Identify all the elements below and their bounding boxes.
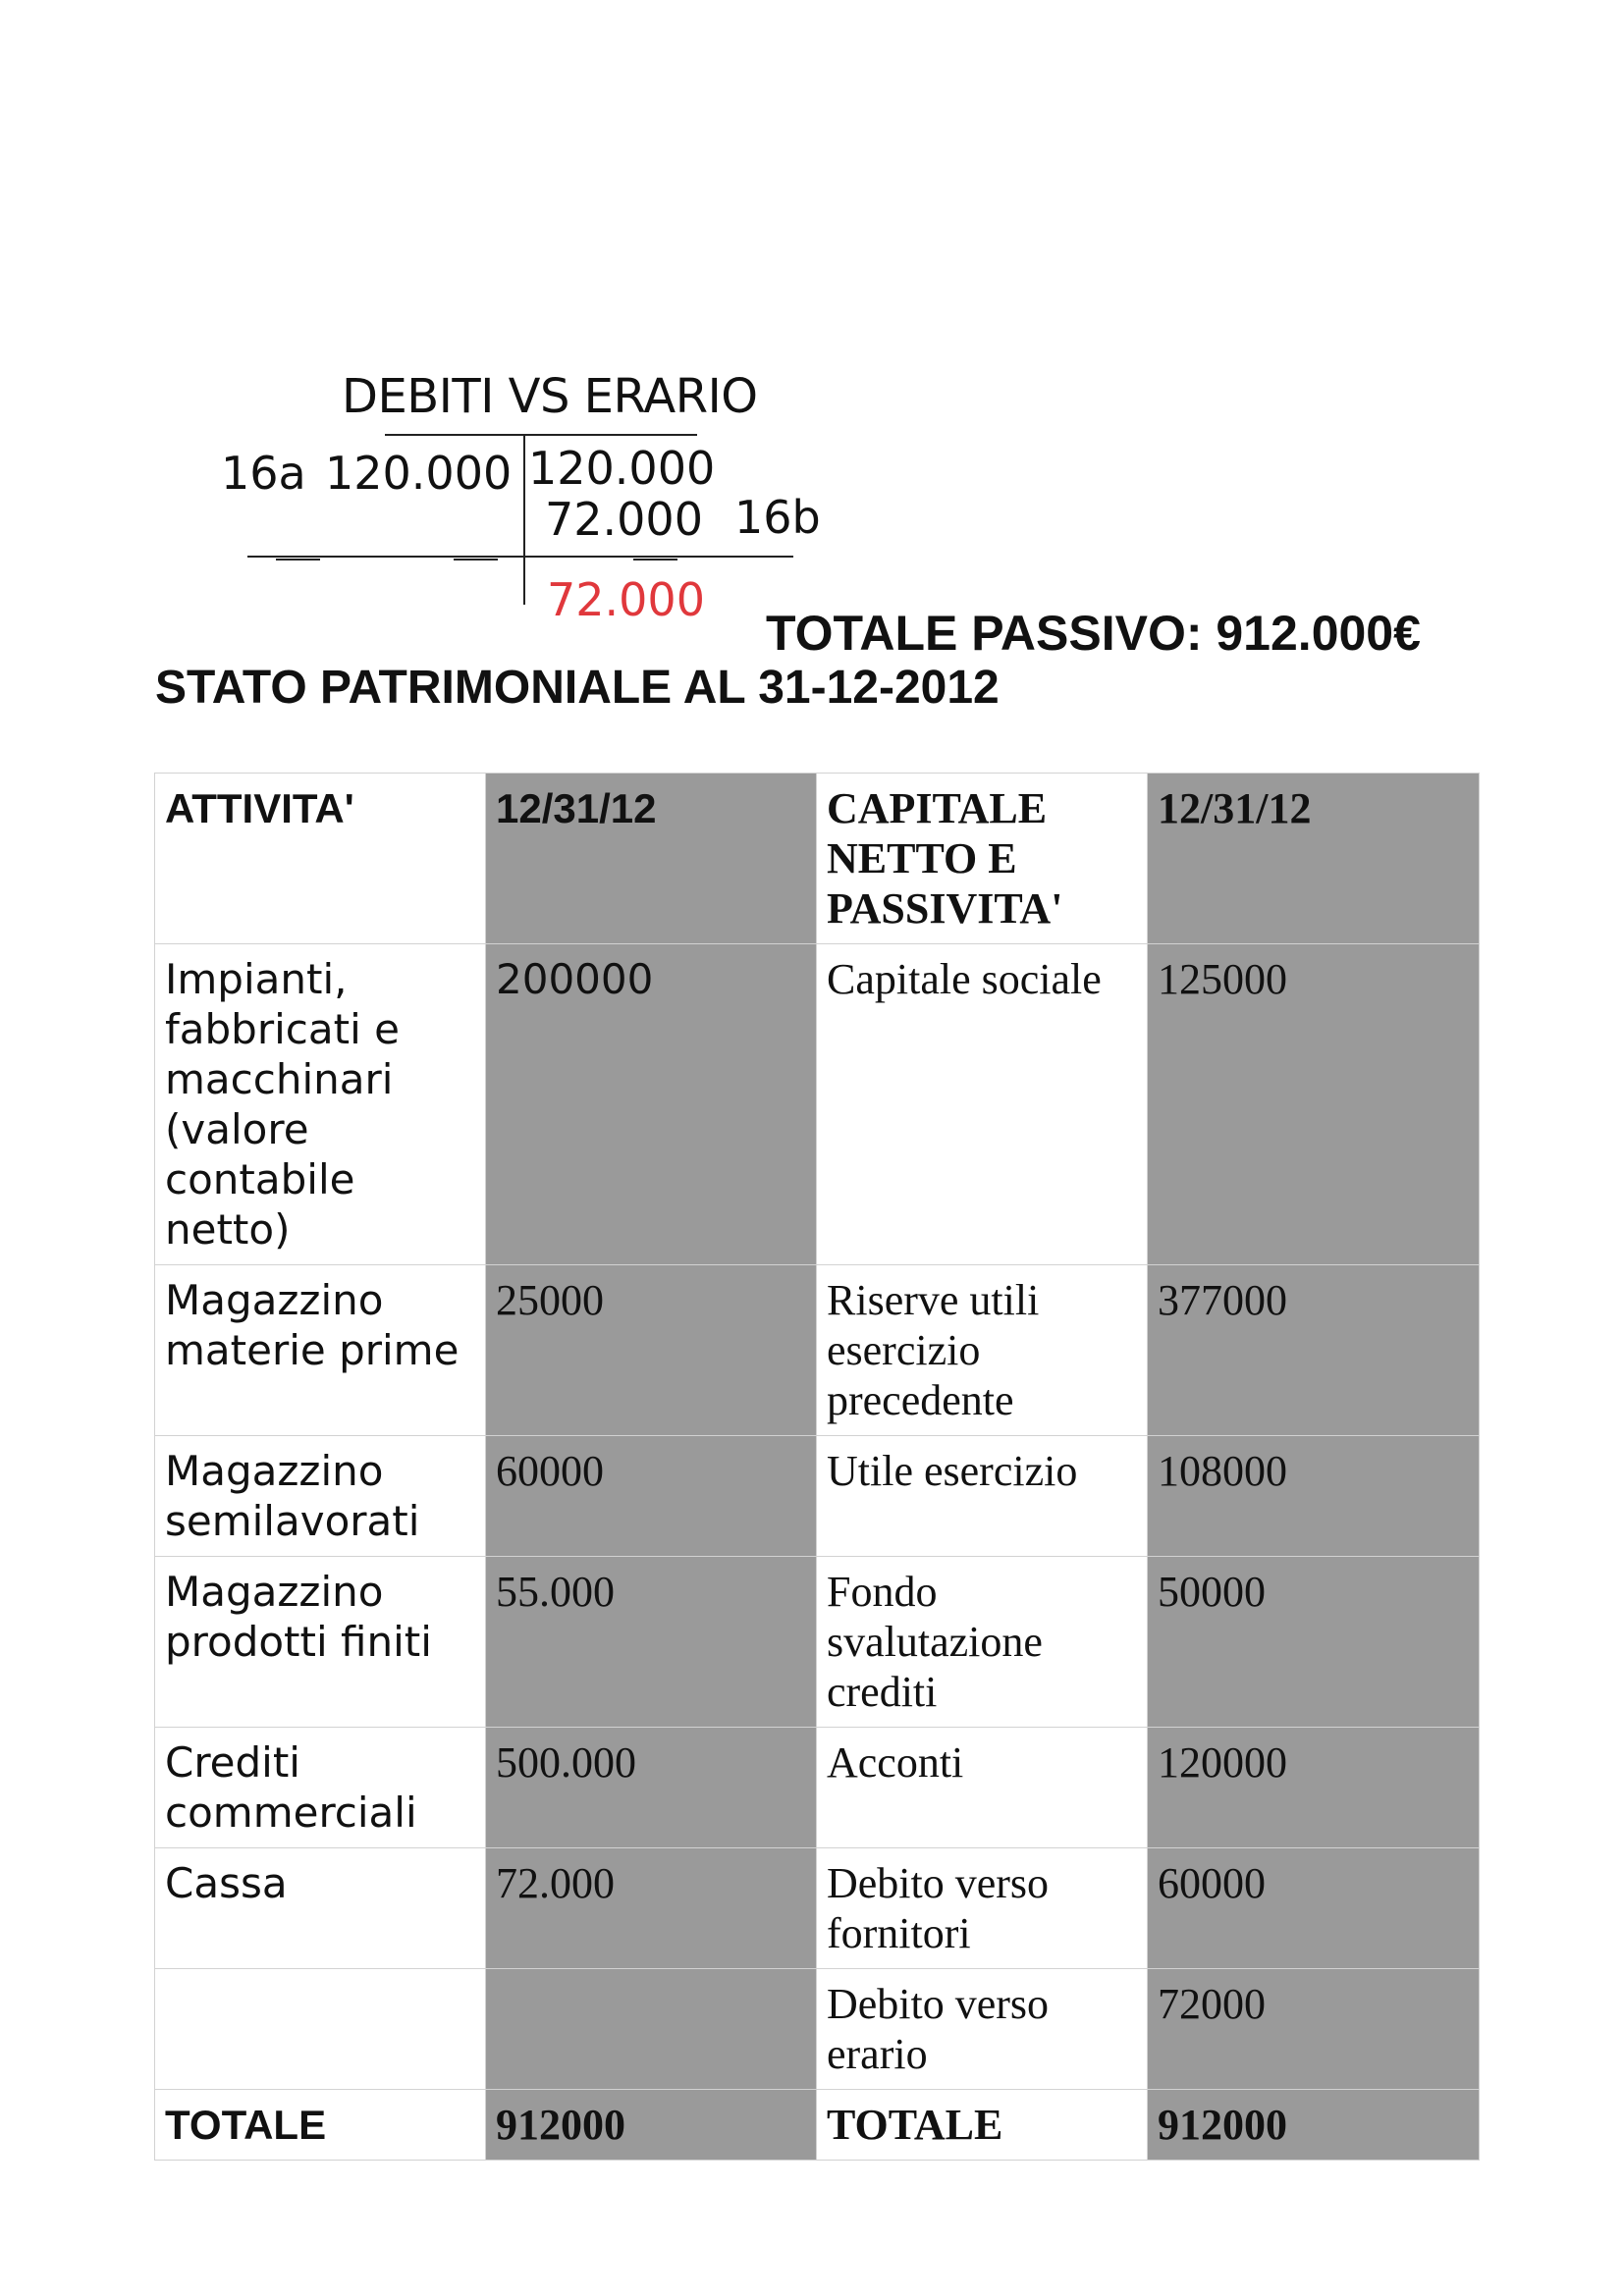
totale-attivita-value: 912000 — [486, 2090, 817, 2161]
asset-value: 72.000 — [486, 1848, 817, 1969]
t-account-vertical-rule — [523, 434, 525, 605]
t-account-title: DEBITI VS ERARIO — [342, 369, 758, 424]
table-header-row — [155, 774, 1480, 944]
t-account-debit-ref: 16a — [221, 447, 306, 500]
table-row — [155, 1728, 1480, 1848]
asset-label: Cassa — [155, 1848, 486, 1969]
t-account-top-rule — [385, 434, 697, 436]
t-account-debit-amount: 120.000 — [325, 447, 513, 500]
liability-label: Debito verso fornitori — [817, 1848, 1148, 1969]
t-account-dash-2 — [454, 559, 498, 561]
t-account-dash-1 — [276, 559, 320, 561]
liability-label: Debito verso erario — [817, 1969, 1148, 2090]
liability-value: 125000 — [1148, 944, 1480, 1265]
asset-label: Magazzino prodotti finiti — [155, 1557, 486, 1728]
table-row — [155, 1848, 1480, 1969]
t-account-credit-amount-2: 72.000 — [545, 493, 703, 546]
liability-value: 120000 — [1148, 1728, 1480, 1848]
balance-sheet-table — [154, 773, 1480, 2161]
totale-passivita-value: 912000 — [1148, 2090, 1480, 2161]
header-attivita: ATTIVITA' — [155, 774, 486, 944]
liability-label: Fondo svalutazione crediti — [817, 1557, 1148, 1728]
header-date-attivita: 12/31/12 — [486, 774, 817, 944]
t-account-dash-3 — [633, 559, 677, 561]
header-capitale-passivita: CAPITALE NETTO E PASSIVITA' — [817, 774, 1148, 944]
asset-value: 55.000 — [486, 1557, 817, 1728]
asset-label: Magazzino semilavorati — [155, 1436, 486, 1557]
liability-value: 108000 — [1148, 1436, 1480, 1557]
table-row — [155, 1557, 1480, 1728]
asset-label — [155, 1969, 486, 2090]
liability-value: 72000 — [1148, 1969, 1480, 2090]
t-account-credit-amount-1: 120.000 — [528, 442, 716, 495]
asset-value: 60000 — [486, 1436, 817, 1557]
asset-label: Crediti commerciali — [155, 1728, 486, 1848]
liability-value: 377000 — [1148, 1265, 1480, 1436]
asset-label: Magazzino materie prime — [155, 1265, 486, 1436]
t-account-balance: 72.000 — [547, 573, 705, 626]
table-totals-row — [155, 2090, 1480, 2161]
liability-label: Acconti — [817, 1728, 1148, 1848]
table-row — [155, 1265, 1480, 1436]
stato-patrimoniale-title: STATO PATRIMONIALE AL 31-12-2012 — [155, 662, 1000, 714]
table-row — [155, 1969, 1480, 2090]
asset-value: 200000 — [486, 944, 817, 1265]
totale-passivita-label: TOTALE — [817, 2090, 1148, 2161]
t-account-credit-ref: 16b — [734, 491, 821, 544]
liability-value: 50000 — [1148, 1557, 1480, 1728]
table-row — [155, 944, 1480, 1265]
liability-label: Utile esercizio — [817, 1436, 1148, 1557]
asset-value — [486, 1969, 817, 2090]
table-row — [155, 1436, 1480, 1557]
t-account-bottom-rule — [247, 556, 793, 558]
t-account-debiti-vs-erario — [0, 0, 1623, 687]
liability-value: 60000 — [1148, 1848, 1480, 1969]
asset-value: 500.000 — [486, 1728, 817, 1848]
totale-attivita-label: TOTALE — [155, 2090, 486, 2161]
liability-label: Riserve utili esercizio precedente — [817, 1265, 1148, 1436]
asset-label: Impianti, fabbricati e macchinari (valore contabile netto) — [155, 944, 486, 1265]
header-date-passivita: 12/31/12 — [1148, 774, 1480, 944]
liability-label: Capitale sociale — [817, 944, 1148, 1265]
totale-passivo-heading: TOTALE PASSIVO: 912.000€ — [766, 606, 1421, 661]
asset-value: 25000 — [486, 1265, 817, 1436]
